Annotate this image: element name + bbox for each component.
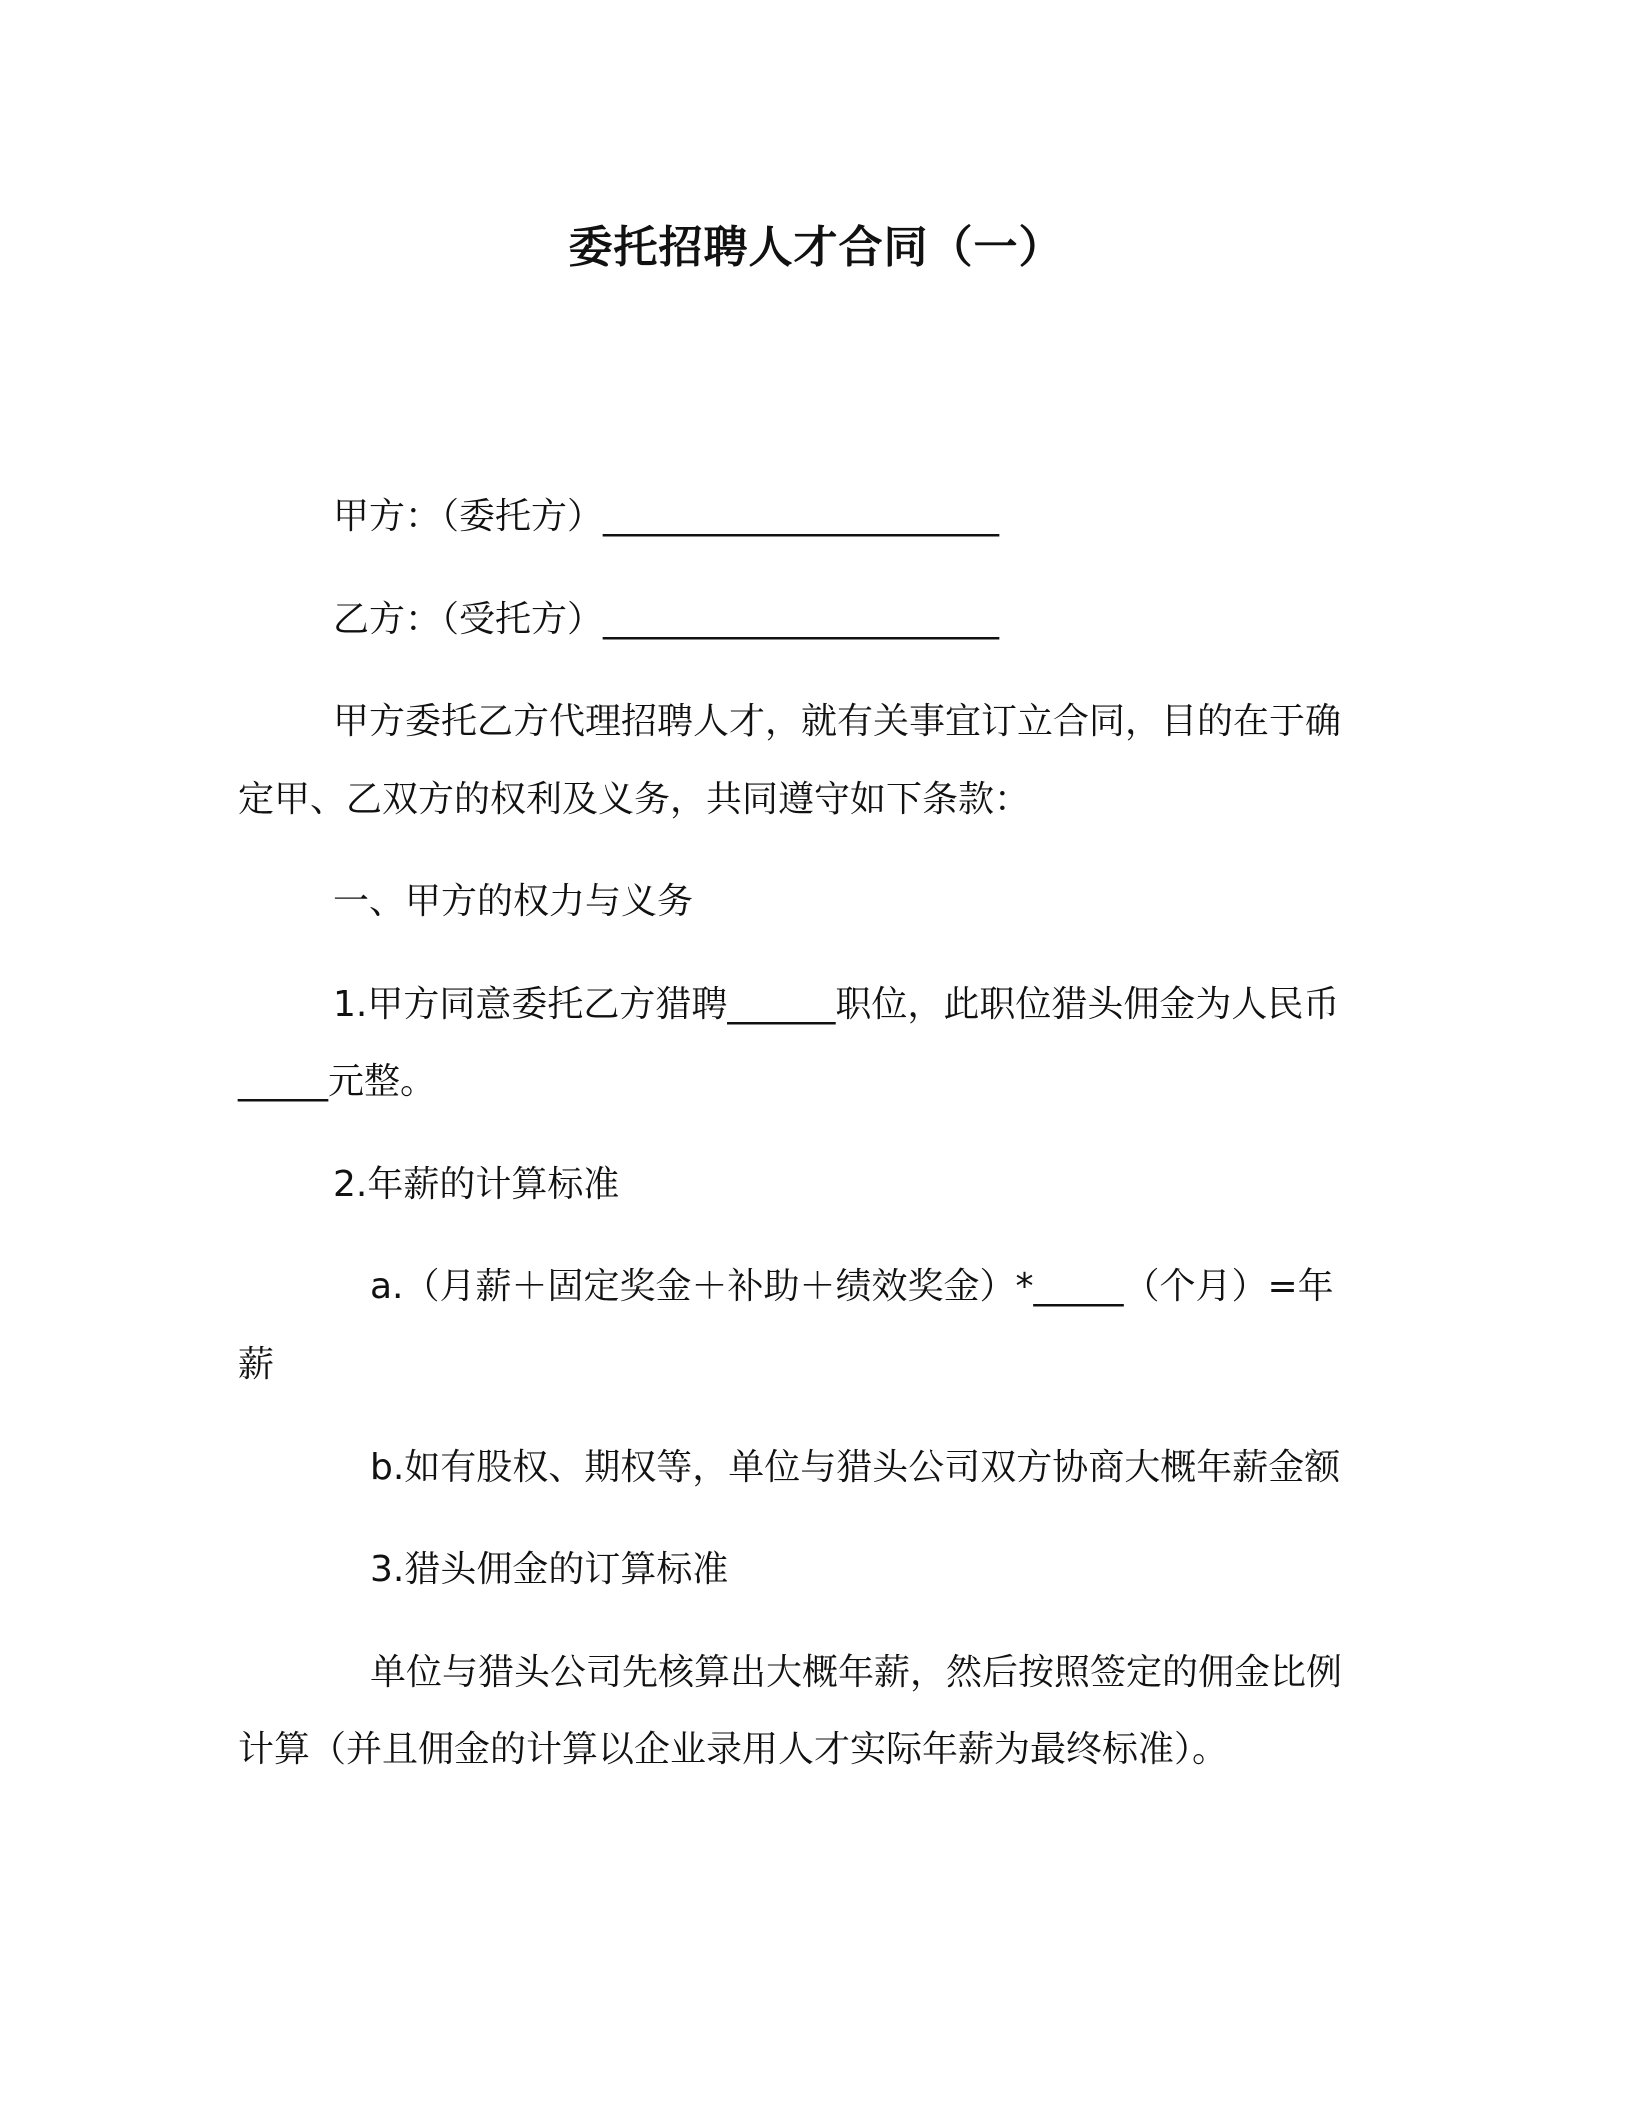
item-3-heading: 3.猎头佣金的订算标准	[370, 1549, 729, 1590]
item-2-heading: 2.年薪的计算标准	[333, 1164, 620, 1205]
item-2a-line-2: 薪	[238, 1344, 275, 1385]
document-title: 委托招聘人才合同（一）	[568, 222, 1064, 273]
item-2b-line: b.如有股权、期权等，单位与猎头公司双方协商大概年薪金额	[370, 1447, 1341, 1488]
section-1-heading: 一、甲方的权力与义务	[333, 881, 694, 922]
item-3-body-line-1: 单位与猎头公司先核算出大概年薪，然后按照签定的佣金比例	[370, 1652, 1343, 1693]
party-b-line: 乙方：（受托方）______________________	[333, 599, 1000, 640]
item-1-line-1: 1.甲方同意委托乙方猎聘______职位，此职位猎头佣金为人民币	[333, 984, 1340, 1025]
intro-line-2: 定甲、乙双方的权利及义务，共同遵守如下条款：	[238, 779, 1031, 820]
item-1-line-2: _____元整。	[238, 1061, 437, 1102]
item-3-body-line-2: 计算（并且佣金的计算以企业录用人才实际年薪为最终标准）。	[238, 1729, 1229, 1770]
party-a-line: 甲方：（委托方）______________________	[333, 496, 1000, 537]
intro-line-1: 甲方委托乙方代理招聘人才，就有关事宜订立合同，目的在于确	[333, 701, 1342, 742]
item-2a-line-1: a.（月薪＋固定奖金＋补助＋绩效奖金）*_____（个月）=年	[370, 1266, 1334, 1307]
